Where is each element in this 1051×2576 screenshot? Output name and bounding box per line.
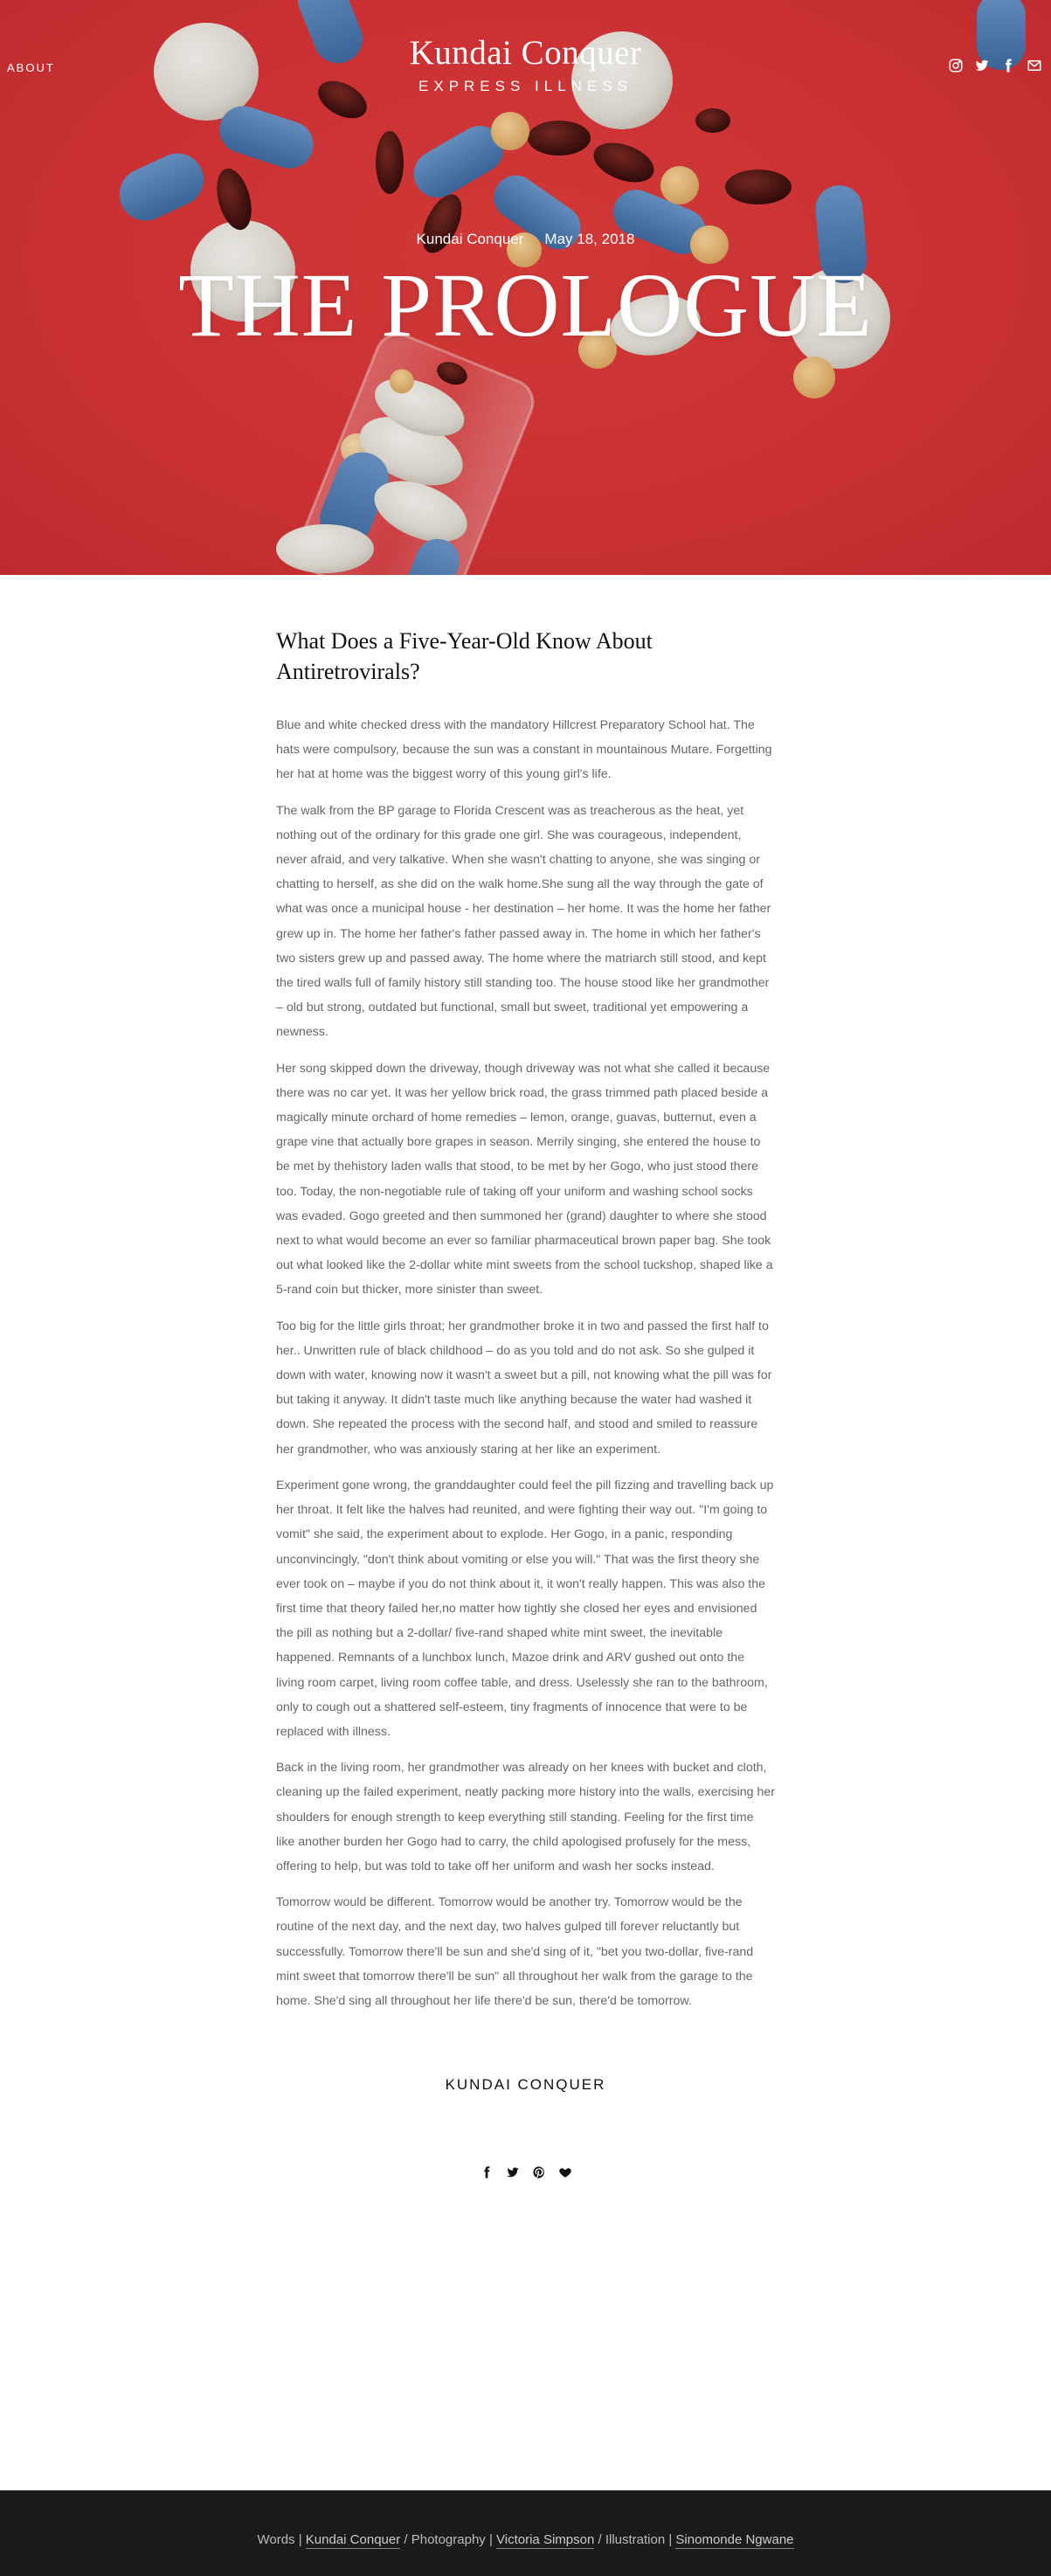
post-meta: [0, 231, 1051, 248]
footer-photography-link[interactable]: Victoria Simpson: [496, 2532, 595, 2547]
article-paragraph: Blue and white checked dress with the mandatory Hillcrest Preparatory School hat. The hats were compulsory, because the sun was a constant in mountainous Mutare. Forgetting her hat at home was the biggest worry of this young girl's life.: [276, 718, 772, 782]
article-body: [276, 575, 775, 2179]
article-paragraph: Experiment gone wrong, the granddaughter could feel the pill fizzing and travelling back up her throat. It felt like the halves had reunited, and were fighting their way out. "I'm going to vomit" she said, the experiment about to explode. Her Gogo, in a panic, responding unconvincingly, "don't think about vomiting or else you will." That was the first theory she ever took on – maybe if you do not think about it, it won't really happen. This was also the first time that theory failed her,no matter how tightly she closed her eyes and envisioned the pill as nothing but a 2-dollar/ five-rand shaped white mint sweet, the inevitable happened. Remnants of a lunchbox lunch, Mazoe drink and ARV gushed out onto the living room carpet, living room coffee table, and dress. Uselessly she ran to the bathroom, only to cough out a shattered self-esteem, tiny fragments of innocence that were to be replaced with illness.: [276, 1478, 774, 1739]
post-date-link[interactable]: May 18, 2018: [544, 231, 635, 247]
hero-banner: [0, 0, 1051, 575]
nav-about-link[interactable]: ABOUT: [7, 61, 55, 74]
author-name-link[interactable]: KUNDAI CONQUER: [445, 2076, 606, 2094]
social-links: [948, 58, 1042, 73]
footer-photography-label: / Photography |: [404, 2532, 493, 2547]
site-footer: [0, 2490, 1051, 2576]
facebook-share-icon[interactable]: [480, 2165, 494, 2179]
twitter-icon[interactable]: [974, 58, 990, 73]
article-paragraph: Her song skipped down the driveway, though driveway was not what she called it because there was no car yet. It was her yellow brick road, the grass trimmed path placed beside a magically minute orchard of home remedies – lemon, orange, guavas, butternut, even a grape vine that actually bore grapes in season. Merrily singing, she entered the house to be met by thehistory laden walls that stood, to be met by her Gogo, who just stood there too. Today, the non-negotiable rule of taking off your uniform and washing school socks was evaded. Gogo greeted and then summoned her (grand) daughter to where she stood next to what would become an ever so familiar pharmaceutical brown paper bag. She took out what looked like the 2-dollar white mint sweets from the school tuckshop, shaped like a 5-rand coin but thicker, more sinister than sweet.: [276, 1061, 773, 1298]
article-paragraph: Too big for the little girls throat; her grandmother broke it in two and passed the first half to her.. Unwritten rule of black childhood – do as you told and do not ask. So she gulped it down with water, knowing now it wasn't a sweet but a pill, not knowing what the pill was for but taking it anyway. It didn't taste much like anything because the water had washed it down. She repeated the process with the second half, and stood and smiled to reassure her grandmother, who was anxiously staring at her like an experiment.: [276, 1319, 772, 1457]
footer-words-label: Words |: [257, 2532, 302, 2547]
twitter-share-icon[interactable]: [506, 2165, 520, 2179]
instagram-icon[interactable]: [948, 58, 964, 73]
footer-illustration-label: / Illustration |: [598, 2532, 673, 2547]
article-paragraph: The walk from the BP garage to Florida Crescent was as treacherous as the heat, yet nothing out of the ordinary for this grade one girl. She was courageous, independent, never afraid, and very talkative. When she wasn't chatting to anyone, she was singing or chatting to herself, as she did on the walk home.She sung all the way through the gate of what was once a municipal house - her destination – her home. It was the home her father grew up in. The home her father's father passed away in. The home in which her father's two sisters grew up and passed away. The home where the matriarch still stood, and kept the tired walls full of family history still standing too. The house stood like her grandmother – old but strong, outdated but functional, small but sweet, traditional yet empowering a newness.: [276, 803, 771, 1040]
heart-like-icon[interactable]: [558, 2165, 572, 2179]
site-tagline: EXPRESS ILLNESS: [418, 78, 633, 94]
post-author-link[interactable]: Kundai Conquer: [416, 231, 524, 247]
article-paragraph: Back in the living room, her grandmother was already on her knees with bucket and cloth, cleaning up the failed experiment, neatly packing more history into the walls, exercising her shoulders for enough strength to keep everything still standing. Feeling for the first time like another burden her Gogo had to carry, the child apologised profusely for the mess, offering to help, but was told to take off her uniform and wash her socks instead.: [276, 1761, 775, 1873]
site-brand[interactable]: [0, 33, 1051, 95]
email-icon[interactable]: [1027, 58, 1042, 73]
article-heading: What Does a Five-Year-Old Know About Antiretrovirals?: [276, 628, 653, 684]
share-buttons: [276, 2165, 775, 2179]
footer-illustration-link[interactable]: Sinomonde Ngwane: [675, 2532, 794, 2547]
article-paragraph: Tomorrow would be different. Tomorrow would be another try. Tomorrow would be the routine of the next day, and the next day, two halves gulped till forever reluctantly but successfully. Tomorrow there'll be sun and she'd sing of it, "bet you two-dollar, five-rand mint sweet that tomorrow there'll be sun" all throughout her walk from the garage to the home. She'd sing all throughout her life there'd be sun, there'd be tomorrow.: [276, 1895, 754, 2008]
pinterest-share-icon[interactable]: [532, 2165, 546, 2179]
post-title: THE PROLOGUE: [178, 255, 873, 356]
footer-words-link[interactable]: Kundai Conquer: [305, 2532, 401, 2547]
facebook-icon[interactable]: [1000, 58, 1016, 73]
site-title[interactable]: Kundai Conquer: [409, 34, 642, 72]
